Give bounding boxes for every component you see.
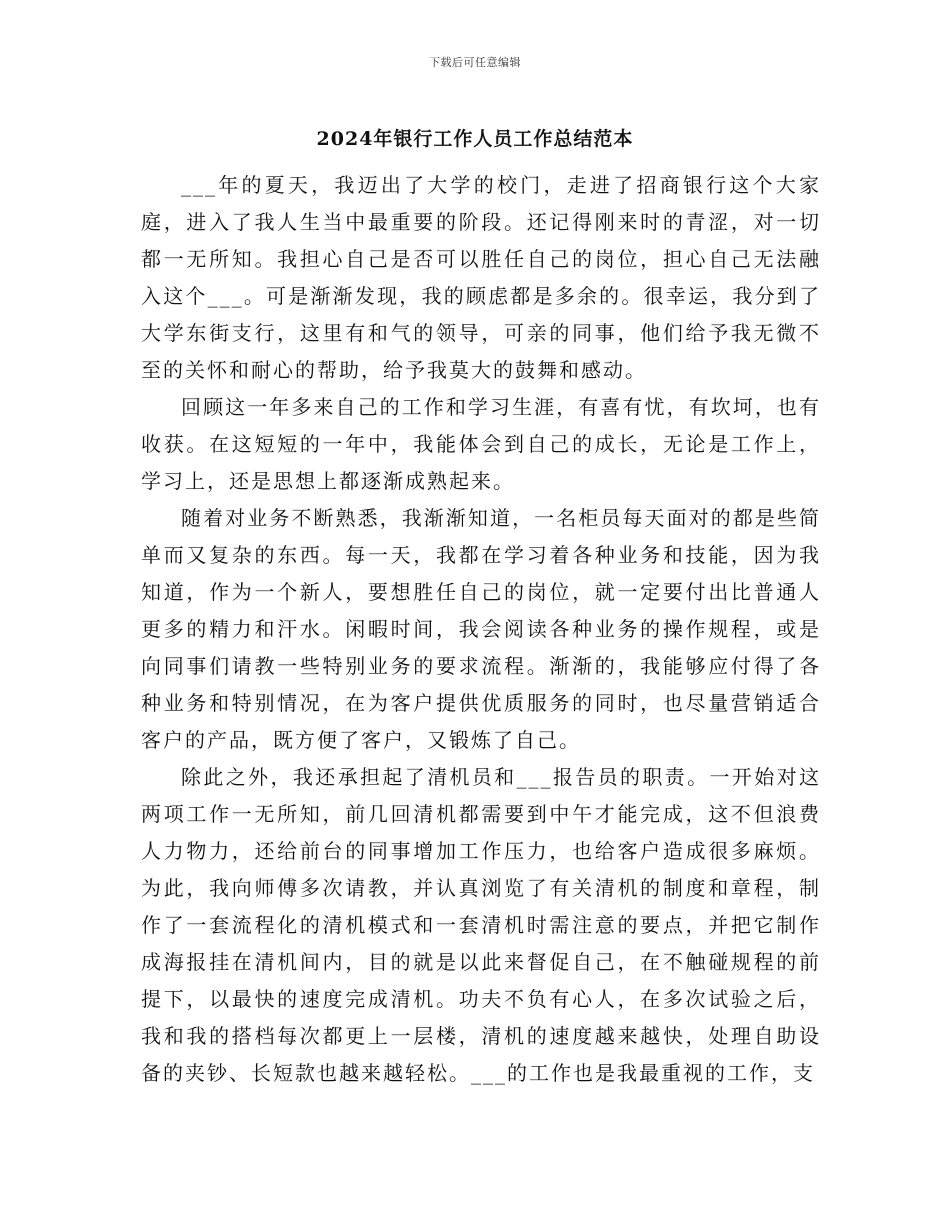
paragraph: 除此之外，我还承担起了清机员和___报告员的职责。一开始对这两项工作一无所知，前几回清机都需要到中午才能完成，这不但浪费人力物力，还给前台的同事增加工作压力，也给客户造成很多麻烦。为此，我向师傅多次请教，并认真浏览了有关清机的制度和章程，制作了一套流程化的清机模式和一套清机时需注意的要点，并把它制作成海报挂在清机间内，目的就是以此来督促自己，在不触碰规程的前提下，以最快的速度完成清机。功夫不负有心人，在多次试验之后，我和我的搭档每次都更上一层楼，清机的速度越来越快，处理自助设备的夹钞、长短款也越来越轻松。___的工作也是我最重视的工作，支 — [141, 765, 821, 1085]
header-note: 下载后可任意编辑 — [429, 56, 521, 69]
document-title: 2024年银行工作人员工作总结范本 — [316, 128, 634, 150]
paragraph: 回顾这一年多来自己的工作和学习生涯，有喜有忧，有坎坷，也有收获。在这短短的一年中，我能体会到自己的成长，无论是工作上，学习上，还是思想上都逐渐成熟起来。 — [141, 395, 821, 493]
paragraph: ___年的夏天，我迈出了大学的校门，走进了招商银行这个大家庭，进入了我人生当中最重要的阶段。还记得刚来时的青涩，对一切都一无所知。我担心自己是否可以胜任自己的岗位，担心自己无法融入这个___。可是渐渐发现，我的顾虑都是多余的。很幸运，我分到了大学东街支行，这里有和气的领导，可亲的同事，他们给予我无微不至的关怀和耐心的帮助，给予我莫大的鼓舞和感动。 — [141, 173, 821, 382]
paragraph: 随着对业务不断熟悉，我渐渐知道，一名柜员每天面对的都是些简单而又复杂的东西。每一天，我都在学习着各种业务和技能，因为我知道，作为一个新人，要想胜任自己的岗位，就一定要付出比普通人更多的精力和汗水。闲暇时间，我会阅读各种业务的操作规程，或是向同事们请教一些特别业务的要求流程。渐渐的，我能够应付得了各种业务和特别情况，在为客户提供优质服务的同时，也尽量营销适合客户的产品，既方便了客户，又锻炼了自己。 — [141, 506, 821, 752]
document-body — [141, 167, 821, 1092]
